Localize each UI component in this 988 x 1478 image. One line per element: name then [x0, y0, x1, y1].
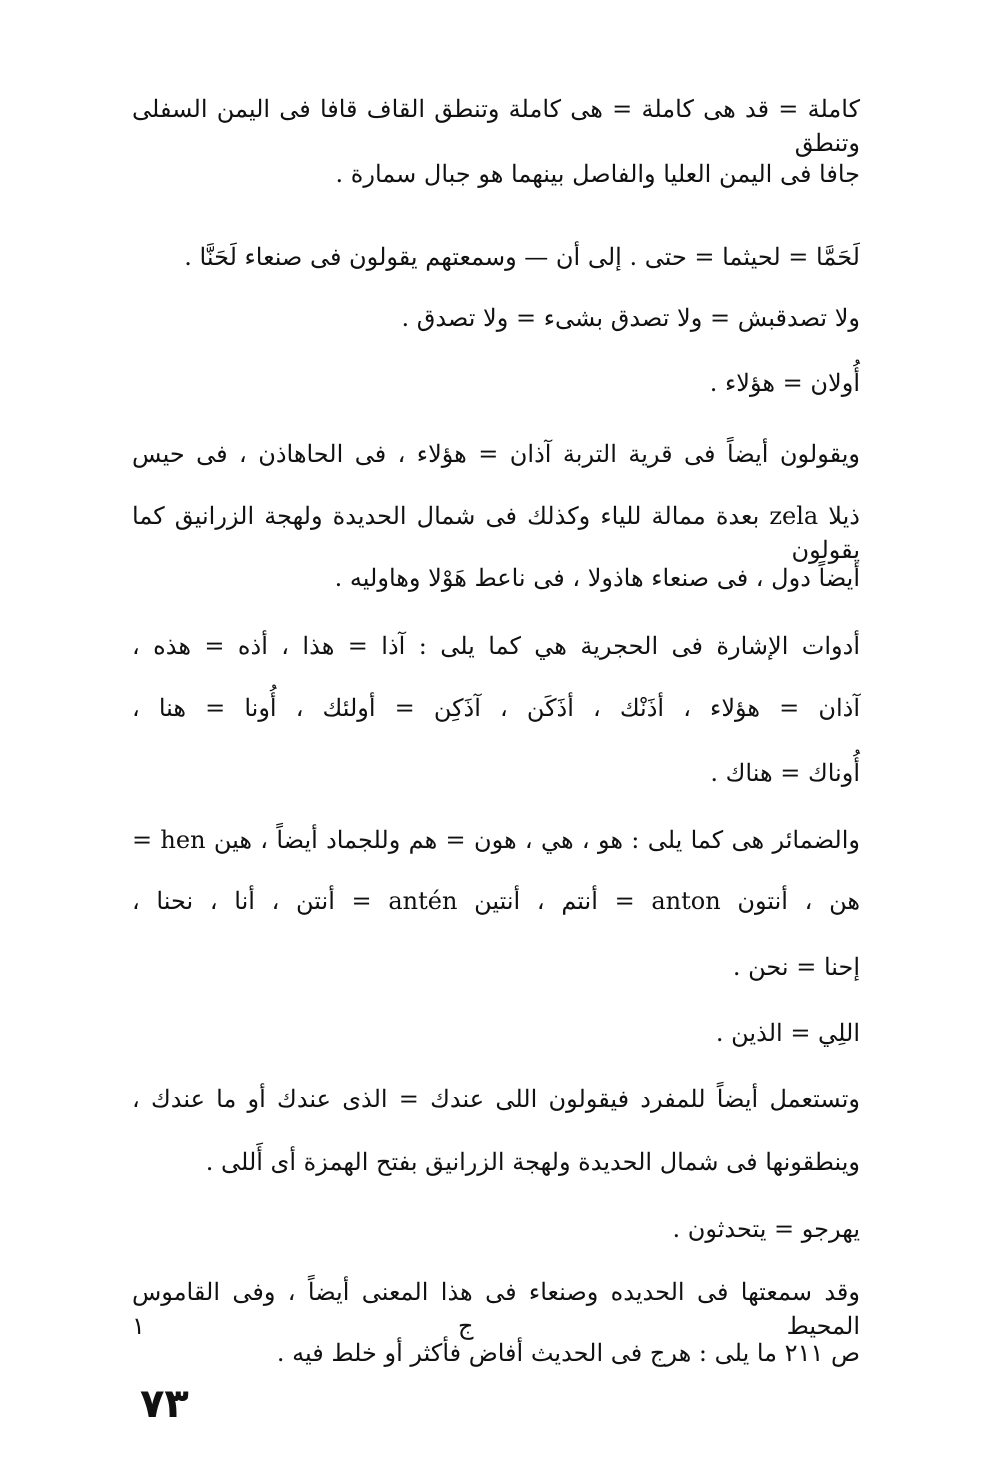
- text-line-2: جافا فى اليمن العليا والفاصل بينهما هو جبال سمارة .: [335, 160, 860, 188]
- text-line-6: ويقولون أيضاً فى قرية التربة آذان = هؤلاء ، فى الحاهاذن ، فى حيس: [132, 440, 860, 468]
- text-line-11: أُوناك = هناك .: [710, 759, 860, 787]
- text-line-12: والضمائر هى كما يلى : هو ، هي ، هون = هم وللجماد أيضاً ، هين hen =: [132, 826, 860, 854]
- text-line-7: ذيلا zela بعدة ممالة للياء وكذلك فى شمال الحديدة ولهجة الزرانيق كما يقولون: [132, 502, 860, 564]
- text-line-15: اللِي = الذين .: [715, 1019, 860, 1047]
- text-line-9: أدوات الإشارة فى الحجرية هي كما يلى : آذا = هذا ، أذه = هذه ،: [132, 632, 860, 660]
- text-line-4: ولا تصدقبش = ولا تصدق بشىء = ولا تصدق .: [401, 304, 860, 332]
- text-line-3: لَحَمَّا = لحيثما = حتى . إلى أن — وسمعتهم يقولون فى صنعاء لَحَنَّا .: [184, 243, 860, 271]
- text-line-16: وتستعمل أيضاً للمفرد فيقولون اللى عندك = الذى عندك أو ما عندك ،: [132, 1085, 860, 1113]
- text-line-5: أُولان = هؤلاء .: [709, 369, 860, 397]
- page-number: ٧٣: [140, 1381, 189, 1427]
- text-line-18: يهرجو = يتحدثون .: [672, 1215, 860, 1243]
- text-line-8: أيضاً دول ، فى صنعاء هاذولا ، فى ناعط هَوْلا وهاوليه .: [334, 564, 860, 592]
- text-line-17: وينطقونها فى شمال الحديدة ولهجة الزرانيق بفتح الهمزة أى أَللى .: [205, 1148, 860, 1176]
- text-line-19: وقد سمعتها فى الحديده وصنعاء فى هذا المعنى أيضاً ، وفى القاموس المحيط ج ١: [132, 1278, 860, 1340]
- text-line-14: إحنا = نحن .: [732, 953, 860, 981]
- text-line-13: هن ، أنتون anton = أنتم ، أنتين antén = أنتن ، أنا ، نحنا ،: [132, 887, 861, 915]
- text-line-10: آذان = هؤلاء ، أذَنْك ، أذَكَن ، آذَكِن = أولئك ، أُونا = هنا ،: [132, 694, 860, 722]
- text-line-1: كاملة = قد هى كاملة = هى كاملة وتنطق القاف قافا فى اليمن السفلى وتنطق: [132, 95, 860, 157]
- text-line-20: ص ٢١١ ما يلى : هرج فى الحديث أفاض فأكثر أو خلط فيه .: [276, 1339, 860, 1367]
